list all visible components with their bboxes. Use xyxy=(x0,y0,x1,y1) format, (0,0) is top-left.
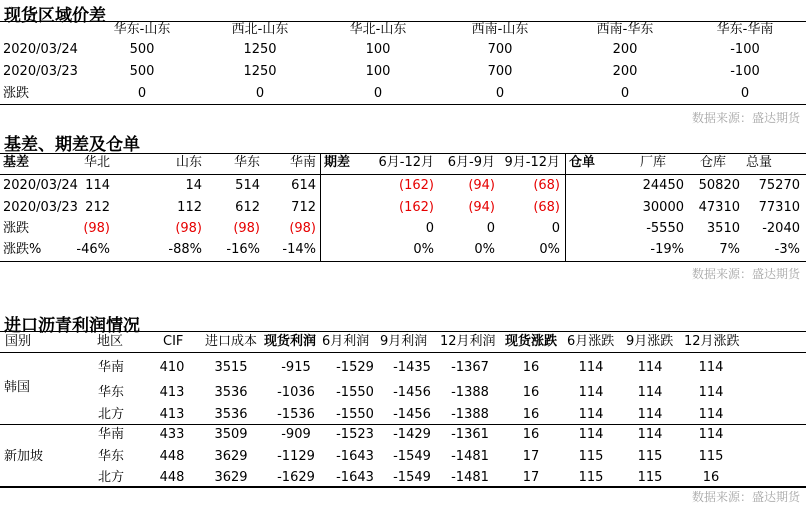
table-cell: 115 xyxy=(578,449,604,464)
table-cell: 0 xyxy=(486,221,495,236)
table-cell: 712 xyxy=(291,200,316,215)
column-header: 6月-12月 xyxy=(378,155,434,170)
table-cell: 100 xyxy=(365,42,391,57)
table-cell: 75270 xyxy=(758,178,800,193)
column-header: 华东-山东 xyxy=(113,22,171,37)
region-label: 华南 xyxy=(97,360,124,375)
column-header: 西北-山东 xyxy=(231,22,289,37)
table-cell: 448 xyxy=(159,470,185,485)
column-header: 12月涨跌 xyxy=(684,334,740,349)
table-cell: 114 xyxy=(698,407,724,422)
divider xyxy=(320,153,321,261)
table-cell: 115 xyxy=(578,470,604,485)
table-cell: -14% xyxy=(282,242,316,257)
column-header: 6月利润 xyxy=(322,334,370,349)
table-cell: 3515 xyxy=(214,360,248,375)
table-cell: -1481 xyxy=(451,449,489,464)
table-cell: -1435 xyxy=(393,360,431,375)
table-cell: (68) xyxy=(533,178,560,193)
table-cell: -1549 xyxy=(393,470,431,485)
table-cell: -1481 xyxy=(451,470,489,485)
table-cell: 16 xyxy=(522,385,540,400)
column-header: 9月利润 xyxy=(380,334,428,349)
table-cell: -1361 xyxy=(451,427,489,442)
column-header: 总量 xyxy=(745,155,772,170)
column-header: 西南-华东 xyxy=(596,22,654,37)
column-header: 华北 xyxy=(83,155,110,170)
column-header: 期差 xyxy=(324,155,351,170)
table-cell: 3629 xyxy=(214,449,248,464)
table-cell: 410 xyxy=(159,360,185,375)
column-header: 6月涨跌 xyxy=(567,334,615,349)
table-cell: (162) xyxy=(399,200,434,215)
table-cell: 114 xyxy=(637,385,663,400)
table-cell: -1643 xyxy=(336,449,374,464)
table-cell: 1250 xyxy=(243,64,277,79)
divider xyxy=(0,352,806,353)
country-label: 新加坡 xyxy=(4,449,44,464)
table-cell: 3536 xyxy=(214,407,248,422)
table-cell: 114 xyxy=(578,385,604,400)
table-cell: -1550 xyxy=(336,385,374,400)
row-label: 2020/03/24 xyxy=(3,42,78,57)
table-cell: (94) xyxy=(468,178,495,193)
table-cell: -1388 xyxy=(451,407,489,422)
table-cell: -2040 xyxy=(762,221,800,236)
table-cell: 0 xyxy=(740,86,750,101)
table-cell: 0 xyxy=(425,221,434,236)
column-header: 华北-山东 xyxy=(349,22,407,37)
table-cell: -1367 xyxy=(451,360,489,375)
divider xyxy=(0,174,806,175)
table-cell: -1429 xyxy=(393,427,431,442)
table-cell: 0 xyxy=(495,86,505,101)
table-cell: -1536 xyxy=(277,407,315,422)
table-cell: 614 xyxy=(291,178,316,193)
column-header: 9月涨跌 xyxy=(626,334,674,349)
table-cell: -19% xyxy=(650,242,684,257)
table-cell: -1388 xyxy=(451,385,489,400)
column-header: 12月利润 xyxy=(440,334,496,349)
table-cell: (98) xyxy=(175,221,202,236)
row-label: 涨跌 xyxy=(3,86,30,101)
table-cell: (68) xyxy=(533,200,560,215)
table-cell: -100 xyxy=(730,42,760,57)
divider xyxy=(0,261,806,262)
table-cell: 115 xyxy=(698,449,724,464)
table-cell: 114 xyxy=(637,407,663,422)
section2-title: 基差、期差及仓单 xyxy=(4,135,140,155)
column-header: 国别 xyxy=(5,334,32,349)
table-cell: 112 xyxy=(177,200,202,215)
table-cell: 16 xyxy=(702,470,720,485)
divider xyxy=(0,486,806,488)
row-label: 2020/03/23 xyxy=(3,64,78,79)
column-header: 西南-山东 xyxy=(471,22,529,37)
table-cell: -915 xyxy=(281,360,311,375)
row-label: 涨跌 xyxy=(3,221,30,236)
table-cell: (94) xyxy=(468,200,495,215)
table-cell: 0 xyxy=(255,86,265,101)
section1-title: 现货区域价差 xyxy=(4,6,106,26)
table-cell: 700 xyxy=(487,42,513,57)
table-cell: 24450 xyxy=(642,178,684,193)
table-cell: 114 xyxy=(637,427,663,442)
table-cell: 200 xyxy=(612,64,638,79)
table-cell: 500 xyxy=(129,64,155,79)
region-label: 华东 xyxy=(97,385,124,400)
table-cell: 114 xyxy=(578,407,604,422)
table-cell: 100 xyxy=(365,64,391,79)
table-cell: -1129 xyxy=(277,449,315,464)
column-header: 华南 xyxy=(289,155,316,170)
table-cell: 14 xyxy=(185,178,202,193)
column-header: 仓单 xyxy=(569,155,596,170)
row-label: 2020/03/23 xyxy=(3,200,78,215)
table-cell: -3% xyxy=(774,242,800,257)
table-cell: 500 xyxy=(129,42,155,57)
region-label: 北方 xyxy=(97,407,124,422)
table-cell: 17 xyxy=(522,470,540,485)
table-cell: 3536 xyxy=(214,385,248,400)
region-label: 华南 xyxy=(97,427,124,442)
table-cell: 3509 xyxy=(214,427,248,442)
table-cell: 114 xyxy=(578,360,604,375)
section3-title: 进口沥青利润情况 xyxy=(4,316,140,336)
column-header: 现货利润 xyxy=(264,334,317,349)
data-source: 数据来源：盛达期货 xyxy=(691,111,800,125)
table-cell: -1036 xyxy=(277,385,315,400)
table-cell: -1550 xyxy=(336,407,374,422)
table-cell: 413 xyxy=(159,385,185,400)
table-cell: 7% xyxy=(719,242,740,257)
table-cell: -1549 xyxy=(393,449,431,464)
column-header: 地区 xyxy=(97,334,124,349)
column-header: 仓库 xyxy=(699,155,726,170)
column-header: 现货涨跌 xyxy=(505,334,558,349)
table-cell: 3510 xyxy=(706,221,740,236)
table-cell: -88% xyxy=(168,242,202,257)
table-cell: 1250 xyxy=(243,42,277,57)
table-cell: 0 xyxy=(620,86,630,101)
table-cell: 114 xyxy=(578,427,604,442)
table-cell: 433 xyxy=(159,427,185,442)
table-cell: 514 xyxy=(235,178,260,193)
table-cell: (98) xyxy=(289,221,316,236)
table-cell: 115 xyxy=(637,449,663,464)
table-cell: 16 xyxy=(522,360,540,375)
table-cell: -1523 xyxy=(336,427,374,442)
table-cell: 0 xyxy=(137,86,147,101)
table-cell: (162) xyxy=(399,178,434,193)
divider xyxy=(0,104,806,105)
table-cell: 30000 xyxy=(642,200,684,215)
data-source: 数据来源：盛达期货 xyxy=(691,267,800,281)
table-cell: 114 xyxy=(85,178,110,193)
table-cell: -46% xyxy=(76,242,110,257)
table-cell: 700 xyxy=(487,64,513,79)
column-header: 华东 xyxy=(233,155,260,170)
table-cell: 3629 xyxy=(214,470,248,485)
table-cell: -5550 xyxy=(646,221,684,236)
column-header: 山东 xyxy=(175,155,202,170)
table-cell: -16% xyxy=(226,242,260,257)
country-label: 韩国 xyxy=(4,380,31,395)
table-cell: 212 xyxy=(85,200,110,215)
table-cell: (98) xyxy=(233,221,260,236)
region-label: 华东 xyxy=(97,449,124,464)
column-header: 华东-华南 xyxy=(716,22,774,37)
data-source: 数据来源：盛达期货 xyxy=(691,490,800,504)
table-cell: 0% xyxy=(413,242,434,257)
table-cell: 0% xyxy=(474,242,495,257)
table-cell: 16 xyxy=(522,407,540,422)
table-cell: 0 xyxy=(551,221,560,236)
table-cell: 50820 xyxy=(698,178,740,193)
table-cell: 114 xyxy=(698,427,724,442)
table-cell: -1456 xyxy=(393,385,431,400)
table-cell: -1629 xyxy=(277,470,315,485)
column-header: CIF xyxy=(163,334,184,349)
table-cell: -1456 xyxy=(393,407,431,422)
table-cell: -1643 xyxy=(336,470,374,485)
column-header: 厂库 xyxy=(639,155,666,170)
divider xyxy=(565,153,566,261)
table-cell: (98) xyxy=(83,221,110,236)
table-cell: 17 xyxy=(522,449,540,464)
table-cell: 115 xyxy=(637,470,663,485)
table-cell: 16 xyxy=(522,427,540,442)
column-header: 6月-9月 xyxy=(447,155,495,170)
table-cell: 114 xyxy=(698,360,724,375)
row-label: 2020/03/24 xyxy=(3,178,78,193)
region-label: 北方 xyxy=(97,470,124,485)
table-cell: 114 xyxy=(637,360,663,375)
table-cell: 612 xyxy=(235,200,260,215)
column-header: 进口成本 xyxy=(205,334,258,349)
table-cell: 448 xyxy=(159,449,185,464)
table-cell: 47310 xyxy=(698,200,740,215)
table-cell: 413 xyxy=(159,407,185,422)
column-header: 9月-12月 xyxy=(504,155,560,170)
table-cell: -1529 xyxy=(336,360,374,375)
table-cell: -100 xyxy=(730,64,760,79)
table-cell: 200 xyxy=(612,42,638,57)
table-cell: 77310 xyxy=(758,200,800,215)
column-header: 基差 xyxy=(3,155,30,170)
table-cell: 0 xyxy=(373,86,383,101)
table-cell: 0% xyxy=(539,242,560,257)
table-cell: 114 xyxy=(698,385,724,400)
row-label: 涨跌% xyxy=(3,242,42,257)
table-cell: -909 xyxy=(281,427,311,442)
